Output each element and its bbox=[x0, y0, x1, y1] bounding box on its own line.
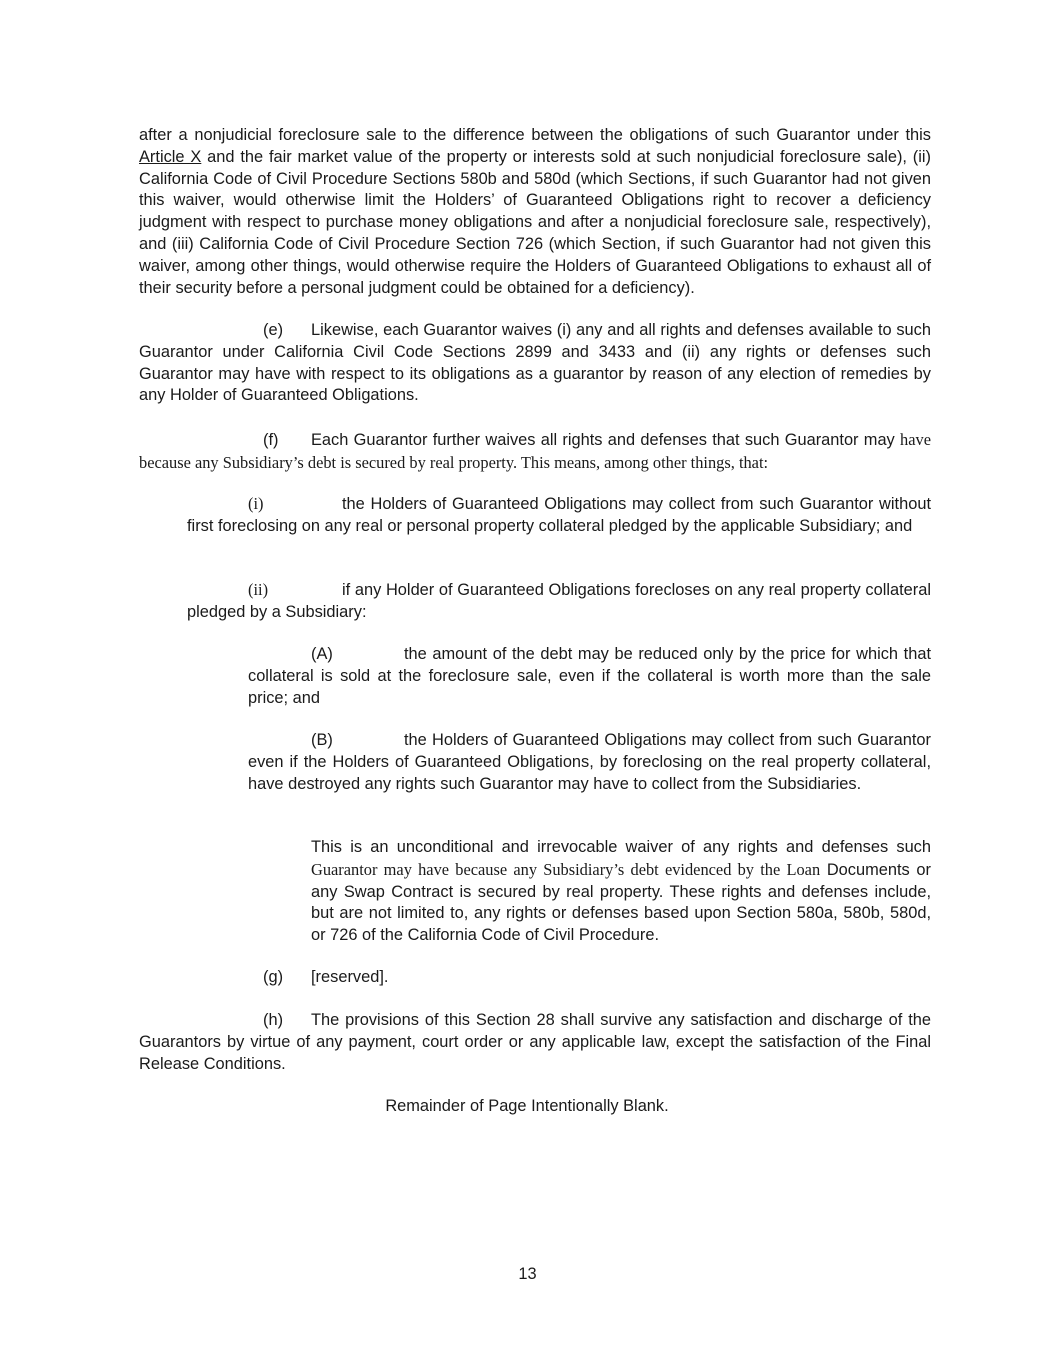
remainder-note: Remainder of Page Intentionally Blank. bbox=[385, 1097, 669, 1115]
paragraph-g bbox=[139, 967, 931, 989]
article-x-link[interactable]: Article X bbox=[139, 147, 202, 166]
paragraph-g-text: [reserved]. bbox=[311, 968, 389, 986]
paragraph-f-text-1: Each Guarantor further waives all rights and defenses that such Guarantor may bbox=[311, 431, 895, 449]
paragraph-waiver bbox=[311, 837, 931, 947]
paragraph-f bbox=[139, 429, 931, 475]
paragraph-e bbox=[139, 320, 931, 407]
paragraph-waiver-text-2: Guarantor may have because any Subsidiary’s debt evidenced by the Loan bbox=[311, 859, 821, 879]
paragraph-b bbox=[248, 730, 931, 795]
paragraph-continuation-text-2: and the fair market value of the property or interests sold at such nonjudicial foreclosure sale), (ii) California Code of Civil Procedure Sections 580b and 580d (which Sections, if such Guarantor had not given this waiver, would otherwise limit the Holders’ of Guaranteed Obligations right to recover a deficiency judgment with respect to purchase money obligations and after a nonjudicial foreclosure sale, respectively), and (iii) California Code of Civil Procedure Section 726 (which Section, if such Guarantor had not given this waiver, among other things, would otherwise require the Holders of Guaranteed Obligations to exhaust all of their security before a personal judgment could be obtained for a deficiency). bbox=[139, 147, 931, 297]
paragraph-e-text: Likewise, each Guarantor waives (i) any and all rights and defenses available to such Guarantor under California Civil Code Sections 2899 and 3433 and (ii) any rights or defenses such Guarantor may have with respect to its obligations as a guarantor by reason of any election of remedies by any Holder of Guaranteed Obligations. bbox=[139, 321, 931, 405]
paragraph-continuation-text-1: after a nonjudicial foreclosure sale to the difference between the obligations of such Guarantor under this bbox=[139, 126, 931, 144]
paragraph-waiver-text-1: This is an unconditional and irrevocable waiver of any rights and defenses such bbox=[311, 838, 931, 856]
paragraph-ii-label: (ii) bbox=[248, 580, 269, 599]
paragraph-ii-text: if any Holder of Guaranteed Obligations forecloses on any real property collateral pledged by a Subsidiary: bbox=[187, 581, 931, 621]
paragraph-i-label: (i) bbox=[248, 494, 264, 513]
paragraph-a bbox=[248, 644, 931, 709]
paragraph-b-label: (B) bbox=[311, 731, 333, 749]
paragraph-b-text: the Holders of Guaranteed Obligations may collect from such Guarantor even if the Holders of Guaranteed Obligations, by foreclosing on the real property collateral, have destroyed any rights such Guarantor may have to collect from the Subsidiaries. bbox=[248, 731, 931, 793]
paragraph-waiver-text-3: Documents or any Swap Contract is secured by real property. These rights and defenses include, but are not limited to, any rights or defenses based upon Section 580a, 580b, 580d, or 726 of the California Code of Civil Procedure. bbox=[311, 860, 931, 945]
paragraph-h bbox=[139, 1010, 931, 1075]
paragraph-h-text: The provisions of this Section 28 shall survive any satisfaction and discharge of the Guarantors by virtue of any payment, court order or any applicable law, except the satisfaction of the Final Release Conditions. bbox=[139, 1011, 931, 1073]
paragraph-f-text-2: have because any Subsidiary’s debt is secured by real property. This means, among other things, that: bbox=[139, 430, 931, 472]
paragraph-a-label: (A) bbox=[311, 645, 333, 663]
paragraph-a-text: the amount of the debt may be reduced only by the price for which that collateral is sold at the foreclosure sale, even if the collateral is worth more than the sale price; and bbox=[248, 645, 931, 707]
paragraph-g-label: (g) bbox=[263, 968, 284, 986]
paragraph-h-label: (h) bbox=[263, 1011, 284, 1029]
page-number: 13 bbox=[518, 1265, 537, 1283]
paragraph-i-text: the Holders of Guaranteed Obligations may collect from such Guarantor without first foreclosing on any real or personal property collateral pledged by the applicable Subsidiary; and bbox=[187, 495, 931, 535]
paragraph-continuation bbox=[139, 125, 931, 299]
paragraph-f-label: (f) bbox=[263, 431, 279, 449]
paragraph-i bbox=[187, 493, 931, 538]
paragraph-ii bbox=[187, 579, 931, 624]
paragraph-e-label: (e) bbox=[263, 321, 284, 339]
